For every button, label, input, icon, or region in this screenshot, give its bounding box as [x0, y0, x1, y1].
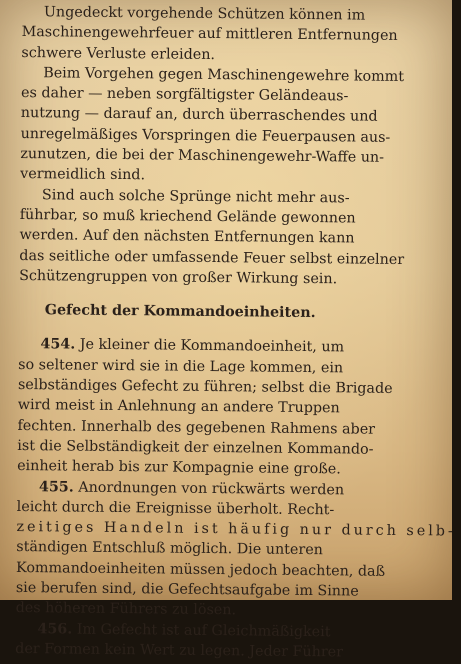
text-line: des höheren Führers zu lösen.: [15, 600, 237, 619]
text-line: Beim Vorgehen gegen Maschinengewehre kommt: [43, 65, 405, 85]
section-455: [15, 477, 456, 624]
text-line: unregelmäßiges Vorspringen die Feuerpausen aus-: [20, 125, 391, 146]
text-line: schwere Verluste erleiden.: [21, 44, 216, 63]
text-line: so seltener wird sie in die Lage kommen, ein: [18, 356, 344, 377]
text-line: wird meist in Anlehnung an andere Truppen: [17, 397, 340, 417]
text-line: werden. Auf den nächsten Entfernungen kann: [19, 227, 355, 247]
text-line: sie berufen sind, die Gefechtsaufgabe im Sinne: [15, 579, 359, 600]
text-line: Ungedeckt vorgehende Schützen können im: [43, 4, 366, 24]
text-line: einheit herab bis zur Kompagnie eine große.: [17, 458, 341, 478]
text-line: Kommandoeinheiten müssen jedoch beachten, daß: [15, 559, 386, 580]
text-line: Schützengruppen von großer Wirkung sein.: [19, 267, 338, 288]
text-line: ist die Selbständigkeit der einzelnen Kommando-: [17, 437, 374, 458]
text-line: ständigen Entschluß möglich. Die unteren: [16, 539, 324, 559]
section-heading: Gefecht der Kommandoeinheiten.: [44, 302, 316, 322]
paragraph-3: [19, 185, 448, 291]
section-number: 454.: [40, 336, 76, 354]
text-fragment: Im Gefecht ist auf Gleichmäßigkeit: [76, 621, 331, 640]
text-line: führbar, so muß kriechend Gelände gewonnen: [19, 206, 356, 227]
text-line: nutzung — darauf an, durch überraschendes und: [20, 105, 378, 126]
text-line: der Formen kein Wert zu legen. Jeder Führer: [15, 640, 344, 661]
paragraph-1: [21, 2, 450, 67]
text-line: vermeidlich sind.: [20, 166, 146, 184]
section-454: [17, 334, 446, 481]
text-fragment: Je kleiner die Kommandoeinheit, um: [79, 337, 345, 356]
text-line: zunutzen, die bei der Maschinengewehr-Waffe un-: [20, 146, 385, 166]
text-line: selbständiges Gefecht zu führen; selbst die Brigade: [17, 377, 393, 397]
text-line: Maschinengewehrfeuer auf mittleren Entfernungen: [21, 24, 398, 45]
text-line: leicht durch die Ereignisse überholt. Recht-: [16, 498, 335, 519]
text-line: Sind auch solche Sprünge nicht mehr aus-: [41, 186, 350, 207]
section-number: 455.: [38, 478, 74, 496]
section-number: 456.: [37, 620, 73, 638]
text-line: zeitiges Handeln ist häufig nur durch selb-: [16, 519, 456, 540]
text-line: fechten. Innerhalb des gegebenen Rahmens aber: [17, 417, 376, 438]
text-fragment: Anordnungen von rückwärts werden: [78, 479, 345, 498]
paragraph-2: [20, 63, 449, 189]
page-text: [15, 2, 456, 664]
text-line: es daher — neben sorgfältigster Geländeaus-: [20, 85, 349, 105]
section-456: [15, 619, 443, 664]
text-line: das seitliche oder umfassende Feuer selbst einzelner: [19, 247, 405, 268]
